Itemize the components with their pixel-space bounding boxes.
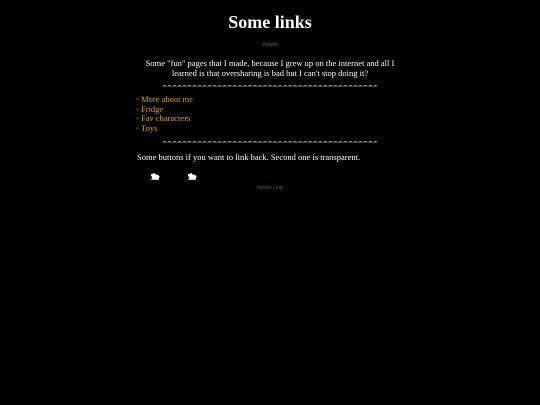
link-fav-characters[interactable]: Fav characters — [141, 113, 191, 124]
buttons-description: Some buttons if you want to link back. Second one is transparent. — [137, 152, 361, 162]
footer-top-link[interactable]: top — [275, 185, 284, 191]
bullet-icon: ◦ — [136, 123, 140, 134]
bullet-icon: ◦ — [136, 103, 140, 114]
divider-top — [163, 85, 377, 87]
link-more-about-me[interactable]: More about me — [141, 94, 193, 104]
return-link-top[interactable]: return — [262, 42, 278, 48]
links-list — [136, 95, 193, 134]
link-fridge[interactable]: Fridge — [141, 103, 164, 114]
rat-button-transparent-icon[interactable] — [186, 171, 198, 181]
divider-bottom — [163, 141, 377, 143]
footer-nav — [0, 184, 540, 192]
footer-separator: | — [271, 185, 276, 191]
page-title: Some links — [228, 12, 312, 32]
intro-text: Some "fun" pages that I made, because I grew up on the internet and all I learned is that oversharing is bad but I can't stop doing it? — [145, 58, 395, 78]
list-item — [136, 124, 193, 134]
bullet-icon: ◦ — [136, 113, 140, 124]
rat-button-icon[interactable] — [149, 171, 161, 181]
footer-return-link[interactable]: return — [256, 185, 272, 191]
link-toys[interactable]: Toys — [141, 123, 158, 134]
bullet-icon: ◦ — [136, 94, 140, 104]
